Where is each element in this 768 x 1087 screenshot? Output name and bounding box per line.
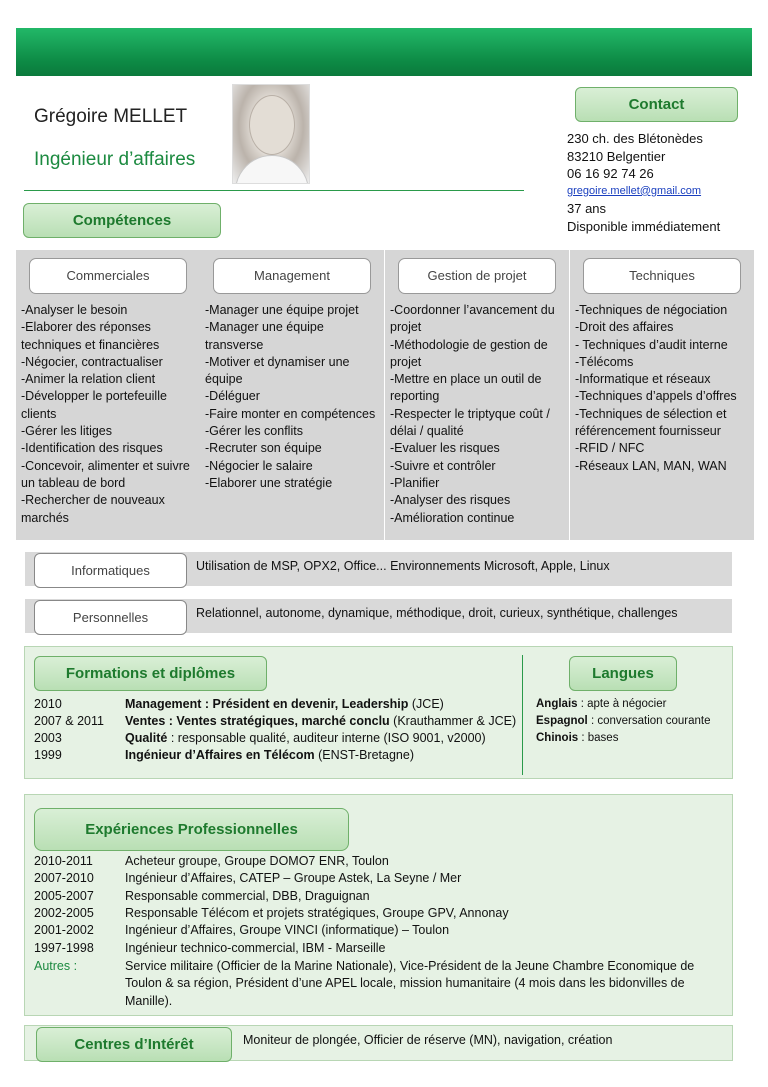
skill-item: -Faire monter en compétences bbox=[205, 406, 376, 421]
experience-years: 2005-2007 bbox=[34, 888, 94, 903]
education-row bbox=[34, 713, 516, 730]
language-row bbox=[536, 696, 666, 713]
language-level: : conversation courante bbox=[587, 715, 711, 727]
experience-text: Acheteur groupe, Groupe DOMO7 ENR, Toulon bbox=[125, 854, 389, 868]
candidate-name: Grégoire MELLET bbox=[34, 106, 188, 127]
skill-column-header: Techniques bbox=[583, 258, 741, 294]
experience-text: Responsable Télécom et projets stratégiques, Groupe GPV, Annonay bbox=[125, 905, 509, 920]
personal-skills-label: Personnelles bbox=[34, 600, 187, 635]
it-skills-label: Informatiques bbox=[34, 553, 187, 588]
skill-item: -Informatique et réseaux bbox=[575, 372, 711, 387]
personal-skills-row bbox=[25, 599, 732, 633]
language-name: Anglais bbox=[536, 698, 578, 710]
experience-years: 2007-2010 bbox=[34, 871, 94, 886]
skill-item: -Gérer les conflits bbox=[205, 424, 303, 439]
photo-shoulders-shape bbox=[235, 155, 309, 184]
it-skills-text: Utilisation de MSP, OPX2, Office... Environnements Microsoft, Apple, Linux bbox=[196, 559, 610, 573]
contact-city-line: 83210 Belgentier bbox=[567, 148, 666, 164]
experience-text: Ingénieur d’Affaires, Groupe VINCI (informatique) – Toulon bbox=[125, 923, 450, 938]
skill-column bbox=[200, 250, 384, 540]
skill-column-header: Gestion de projet bbox=[398, 258, 556, 294]
education-title: Management : Président en devenir, Leadership bbox=[125, 697, 409, 711]
experience-years: 2002-2005 bbox=[34, 905, 94, 920]
skill-item: -Analyser des risques bbox=[390, 493, 511, 508]
education-detail: : responsable qualité, auditeur interne (ISO 9001, v2000) bbox=[167, 731, 486, 745]
skill-item: -Planifier bbox=[390, 475, 440, 490]
education-detail: (ENST-Bretagne) bbox=[314, 748, 414, 762]
skill-item: -Manager une équipe projet bbox=[205, 303, 359, 317]
skill-item: -Développer le portefeuille clients bbox=[21, 389, 167, 421]
skill-item: -Suivre et contrôler bbox=[390, 458, 496, 473]
skill-item: -Amélioration continue bbox=[390, 510, 515, 525]
experience-years: 2001-2002 bbox=[34, 923, 94, 938]
skill-item: -Coordonner l’avancement du projet bbox=[390, 303, 555, 335]
experience-years: 1997-1998 bbox=[34, 940, 94, 955]
skill-item: -Méthodologie de gestion de projet bbox=[390, 337, 548, 369]
experience-text: Responsable commercial, DBB, Draguignan bbox=[125, 888, 370, 903]
skill-item: - Techniques d’audit interne bbox=[575, 337, 728, 352]
experience-other-row bbox=[34, 958, 125, 975]
skill-item: -Recruter son équipe bbox=[205, 441, 322, 456]
languages-heading: Langues bbox=[569, 656, 677, 691]
skill-item: -Animer la relation client bbox=[21, 372, 156, 387]
education-year: 2010 bbox=[34, 697, 62, 711]
education-title: Qualité bbox=[125, 731, 168, 745]
skill-column bbox=[385, 250, 569, 540]
skill-list bbox=[20, 302, 196, 527]
skill-item: -Evaluer les risques bbox=[390, 441, 500, 456]
experience-heading: Expériences Professionnelles bbox=[34, 808, 349, 851]
skill-item: -Motiver et dynamiser une équipe bbox=[205, 354, 350, 387]
skill-item: -Elaborer des réponses techniques et financières bbox=[21, 320, 160, 352]
experience-row bbox=[34, 888, 370, 905]
interests-heading: Centres d’Intérêt bbox=[36, 1027, 232, 1062]
contact-details bbox=[567, 130, 757, 236]
job-title: Ingénieur d’affaires bbox=[34, 149, 196, 170]
experience-row bbox=[34, 905, 509, 922]
skill-item: -Déléguer bbox=[205, 389, 260, 404]
profile-photo bbox=[232, 84, 310, 184]
skills-heading: Compétences bbox=[23, 203, 221, 238]
experience-years: 2010-2011 bbox=[34, 854, 93, 868]
skill-item: -Télécoms bbox=[575, 354, 634, 369]
language-name: Chinois bbox=[536, 732, 579, 744]
personal-skills-text: Relationnel, autonome, dynamique, méthodique, droit, curieux, synthétique, challenges bbox=[196, 606, 678, 620]
header-banner bbox=[16, 28, 752, 76]
contact-phone[interactable]: 06 16 92 74 26 bbox=[567, 166, 654, 182]
education-row bbox=[34, 696, 444, 713]
experience-row bbox=[34, 853, 389, 870]
education-title: Ingénieur d’Affaires en Télécom bbox=[125, 748, 315, 762]
experience-row bbox=[34, 940, 386, 957]
skill-item: -Mettre en place un outil de reporting bbox=[390, 372, 542, 404]
contact-address-line: 230 ch. des Blétonèdes bbox=[567, 131, 703, 146]
skill-column bbox=[570, 250, 754, 540]
skill-list bbox=[574, 302, 750, 475]
skill-list bbox=[204, 302, 380, 492]
education-year: 1999 bbox=[34, 748, 62, 762]
skill-item: -Gérer les litiges bbox=[21, 424, 112, 439]
skill-item: -Analyser le besoin bbox=[21, 303, 128, 317]
skill-item: -Techniques de négociation bbox=[575, 303, 728, 317]
language-level: : bases bbox=[578, 732, 619, 744]
education-row bbox=[34, 730, 486, 747]
education-divider bbox=[522, 655, 523, 775]
education-detail: (JCE) bbox=[408, 697, 444, 711]
interests-text: Moniteur de plongée, Officier de réserve (MN), navigation, création bbox=[243, 1033, 613, 1047]
skill-column-header: Commerciales bbox=[29, 258, 187, 294]
contact-heading: Contact bbox=[575, 87, 738, 122]
skill-item: -Négocier le salaire bbox=[205, 458, 313, 473]
experience-row bbox=[34, 922, 449, 939]
education-year: 2003 bbox=[34, 731, 62, 745]
education-year: 2007 & 2011 bbox=[34, 714, 104, 728]
skill-item: -Identification des risques bbox=[21, 441, 163, 456]
skill-item: -Manager une équipe transverse bbox=[205, 320, 324, 352]
education-title: Ventes : Ventes stratégiques, marché conclu bbox=[125, 714, 390, 728]
experience-text: Ingénieur d’Affaires, CATEP – Groupe Astek, La Seyne / Mer bbox=[125, 871, 462, 886]
contact-availability: Disponible immédiatement bbox=[567, 218, 721, 234]
experience-text: Ingénieur technico-commercial, IBM - Marseille bbox=[125, 940, 386, 955]
skill-item: -Rechercher de nouveaux marchés bbox=[21, 493, 165, 525]
education-detail: (Krauthammer & JCE) bbox=[389, 714, 517, 728]
it-skills-row bbox=[25, 552, 732, 586]
skill-item: -Droit des affaires bbox=[575, 320, 674, 335]
skill-item: -Respecter le triptyque coût / délai / qualité bbox=[390, 406, 550, 439]
header-divider bbox=[24, 190, 524, 191]
skill-list bbox=[389, 302, 565, 527]
skill-item: -Concevoir, alimenter et suivre un tableau de bord bbox=[21, 458, 190, 490]
experience-other-label: Autres : bbox=[34, 959, 78, 973]
language-name: Espagnol bbox=[536, 715, 588, 727]
education-heading: Formations et diplômes bbox=[34, 656, 267, 691]
skill-item: -Techniques d’appels d’offres bbox=[575, 389, 737, 404]
education-row bbox=[34, 747, 414, 764]
skill-item: -Elaborer une stratégie bbox=[205, 475, 333, 490]
contact-age: 37 ans bbox=[567, 201, 607, 217]
skill-item: -Réseaux LAN, MAN, WAN bbox=[575, 458, 727, 473]
skill-column bbox=[16, 250, 200, 540]
skill-item: -Techniques de sélection et référencement fournisseur bbox=[575, 406, 727, 439]
photo-head-shape bbox=[249, 95, 295, 155]
language-row bbox=[536, 730, 618, 747]
contact-email-link[interactable]: gregoire.mellet@gmail.com bbox=[567, 184, 702, 197]
experience-other-text: Service militaire (Officier de la Marine Nationale), Vice-Président de la Jeune Chambre Economique de Toulon & sa région, Président d’une APEL locale, mission humanitaire (4 mois dans les bidonvilles de Manille). bbox=[125, 959, 695, 1008]
skill-item: -RFID / NFC bbox=[575, 441, 645, 456]
experience-row bbox=[34, 870, 461, 887]
skill-column-header: Management bbox=[213, 258, 371, 294]
skill-item: -Négocier, contractualiser bbox=[21, 354, 163, 369]
language-row bbox=[536, 713, 711, 730]
language-level: : apte à négocier bbox=[577, 698, 667, 710]
